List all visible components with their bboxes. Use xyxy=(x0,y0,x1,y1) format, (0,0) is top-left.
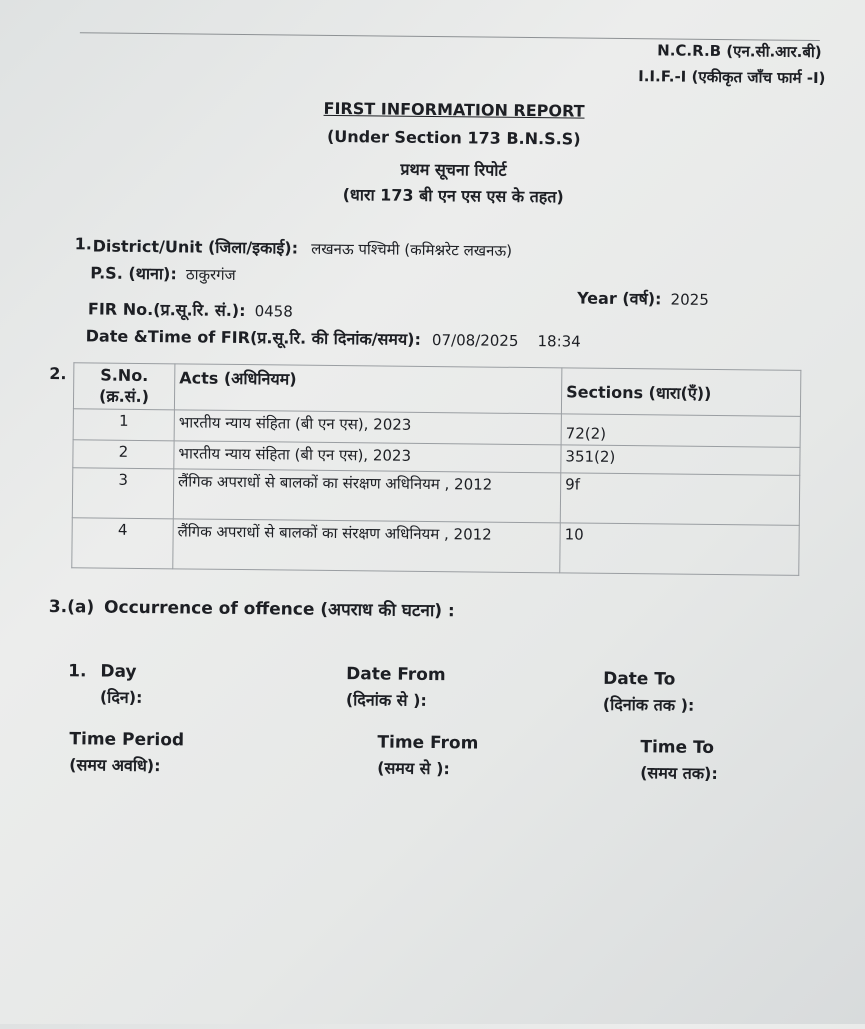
date-to-field xyxy=(603,666,695,719)
time-period-label: Time Period xyxy=(69,729,185,751)
occurrence-number: 3.(a) xyxy=(48,597,95,618)
year-row xyxy=(577,287,709,310)
row-section: 72(2) xyxy=(561,414,800,448)
report-subtitle: (Under Section 173 B.N.S.S) xyxy=(326,126,581,149)
row-section: 10 xyxy=(560,523,800,576)
row-act: भारतीय न्याय संहिता (बी एन एस), 2023 xyxy=(174,441,561,473)
date-from-label-hindi: (दिनांक से ): xyxy=(345,690,427,710)
row-sno: 2 xyxy=(73,440,174,469)
day-field xyxy=(68,658,143,711)
sno-header-hindi: (क्र.सं.) xyxy=(99,386,150,407)
fir-datetime-row xyxy=(86,324,581,351)
fir-datetime-label: Date &Time of FIR(प्र.सू.रि. की दिनांक/समय): xyxy=(85,326,421,349)
time-period-label-hindi: (समय अवधि): xyxy=(69,755,161,776)
date-from-field xyxy=(346,661,446,714)
report-title-hindi: प्रथम सूचना रिपोर्ट xyxy=(400,159,507,180)
time-to-field xyxy=(640,734,718,787)
top-rule xyxy=(80,32,820,41)
ps-label: P.S. (थाना): xyxy=(90,263,177,284)
acts-header: Acts (अधिनियम) xyxy=(174,364,561,414)
day-label: Day xyxy=(100,661,137,682)
time-from-label-hindi: (समय से ): xyxy=(377,758,450,779)
row-act: लैंगिक अपराधों से बालकों का संरक्षण अधिनियम , 2012 xyxy=(173,519,561,573)
ncrb-label: N.C.R.B (एन.सी.आर.बी) xyxy=(657,41,822,62)
day-number: 1. xyxy=(68,661,87,682)
row-act: भारतीय न्याय संहिता (बी एन एस), 2023 xyxy=(174,410,561,445)
day-label-hindi: (दिन): xyxy=(99,687,143,707)
table-row xyxy=(72,518,799,576)
row-sno: 4 xyxy=(72,518,174,569)
fir-time-value: 18:34 xyxy=(537,332,581,351)
time-to-label: Time To xyxy=(640,737,715,758)
fir-number-label: FIR No.(प्र.सू.रि. सं.): xyxy=(87,299,246,321)
iif-label: I.I.F.-I (एकीकृत जाँच फार्म -I) xyxy=(638,67,826,88)
fir-number-row xyxy=(88,297,293,321)
acts-table-header xyxy=(73,363,800,417)
row-sno: 1 xyxy=(73,409,174,441)
district-label: District/Unit (जिला/इकाई): xyxy=(92,236,299,258)
district-value: लखनऊ पश्चिमी (कमिश्नरेट लखनऊ) xyxy=(311,239,513,260)
district-row xyxy=(93,234,513,260)
row-act: लैंगिक अपराधों से बालकों का संरक्षण अधिनियम , 2012 xyxy=(173,469,561,523)
time-from-field xyxy=(377,729,478,782)
report-title-text: FIRST INFORMATION REPORT xyxy=(323,98,585,121)
section2-number: 2. xyxy=(49,364,67,384)
sections-header: Sections (धारा(एँ)) xyxy=(561,368,800,417)
sno-header-text: S.No. xyxy=(100,365,149,386)
occurrence-heading xyxy=(49,594,455,621)
date-to-label: Date To xyxy=(603,668,676,690)
time-period-field xyxy=(69,726,184,779)
table-row xyxy=(72,468,799,526)
year-label: Year (वर्ष): xyxy=(577,288,662,309)
report-title xyxy=(4,96,865,124)
date-from-label: Date From xyxy=(346,664,446,686)
ps-row xyxy=(90,261,236,285)
fir-number-value: 0458 xyxy=(254,302,293,321)
row-sno: 3 xyxy=(72,468,174,519)
report-subtitle-hindi: (धारा 173 बी एन एस एस के तहत) xyxy=(342,185,564,207)
year-value: 2025 xyxy=(670,290,709,309)
time-from-label: Time From xyxy=(377,732,479,754)
acts-table xyxy=(71,362,801,576)
occurrence-title: Occurrence of offence (अपराध की घटना) : xyxy=(103,597,455,622)
section1-number: 1. xyxy=(74,234,92,254)
row-section: 351(2) xyxy=(561,445,800,476)
fir-date-value: 07/08/2025 xyxy=(431,331,519,350)
sno-header xyxy=(73,363,174,410)
ps-value: ठाकुरगंज xyxy=(185,265,236,284)
row-section: 9f xyxy=(560,473,800,526)
time-to-label-hindi: (समय तक): xyxy=(640,763,718,784)
date-to-label-hindi: (दिनांक तक ): xyxy=(602,694,695,715)
